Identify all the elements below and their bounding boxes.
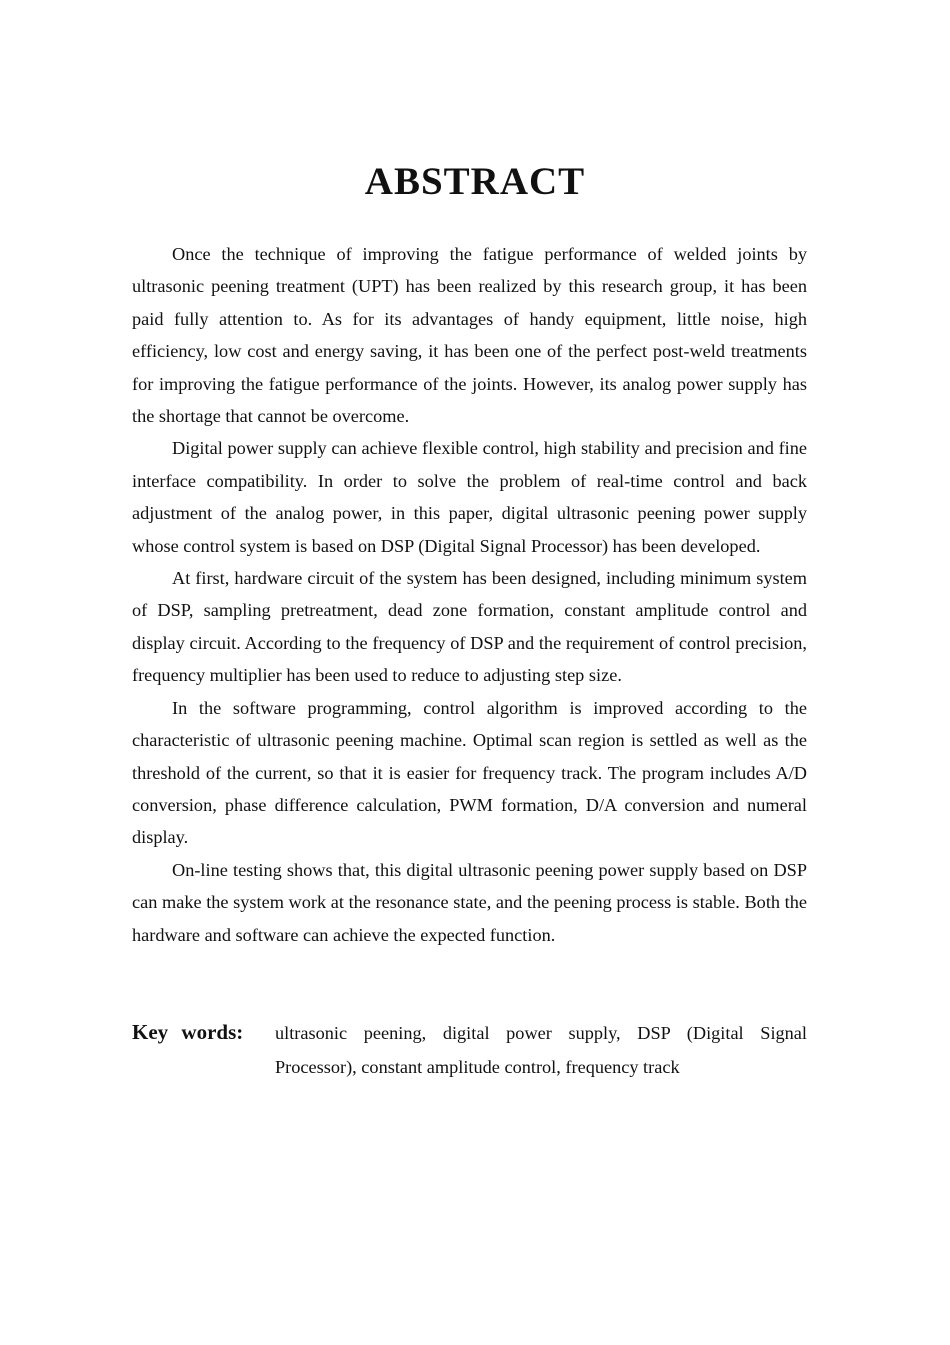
abstract-paragraph-1: Once the technique of improving the fatigue performance of welded joints by ultrasonic peening treatment (UPT) has been realized by this research group, it has been paid fully attention to. As for its advantages of handy equipment, little noise, high efficiency, low cost and energy saving, it has been one of the perfect post-weld treatments for improving the fatigue performance of the joints. However, its analog power supply has the shortage that cannot be overcome.	[132, 244, 807, 427]
keywords-section	[132, 1015, 807, 1084]
keywords-text: ultrasonic peening, digital power supply, DSP (Digital Signal Processor), constant amplitude control, frequency track	[275, 1023, 807, 1077]
keywords-label: Key words:	[132, 1020, 244, 1044]
abstract-body	[132, 238, 807, 951]
page-title: ABSTRACT	[364, 160, 586, 203]
abstract-paragraph-2: Digital power supply can achieve flexible control, high stability and precision and fine interface compatibility. In order to solve the problem of real-time control and back adjustment of the analog power, in this paper, digital ultrasonic peening power supply whose control system is based on DSP (Digital Signal Processor) has been developed.	[132, 438, 807, 556]
abstract-paragraph-4: In the software programming, control algorithm is improved according to the characteristic of ultrasonic peening machine. Optimal scan region is settled as well as the threshold of the current, so that it is easier for frequency track. The program includes A/D conversion, phase difference calculation, PWM formation, D/A conversion and numeral display.	[132, 697, 807, 848]
abstract-paragraph-3: At first, hardware circuit of the system has been designed, including minimum system of DSP, sampling pretreatment, dead zone formation, constant amplitude control and display circuit. According to the frequency of DSP and the requirement of control precision, frequency multiplier has been used to reduce to adjusting step size.	[132, 568, 807, 686]
abstract-paragraph-5: On-line testing shows that, this digital ultrasonic peening power supply based on DSP can make the system work at the resonance state, and the peening process is stable. Both the hardware and software can achieve the expected function.	[132, 859, 807, 945]
